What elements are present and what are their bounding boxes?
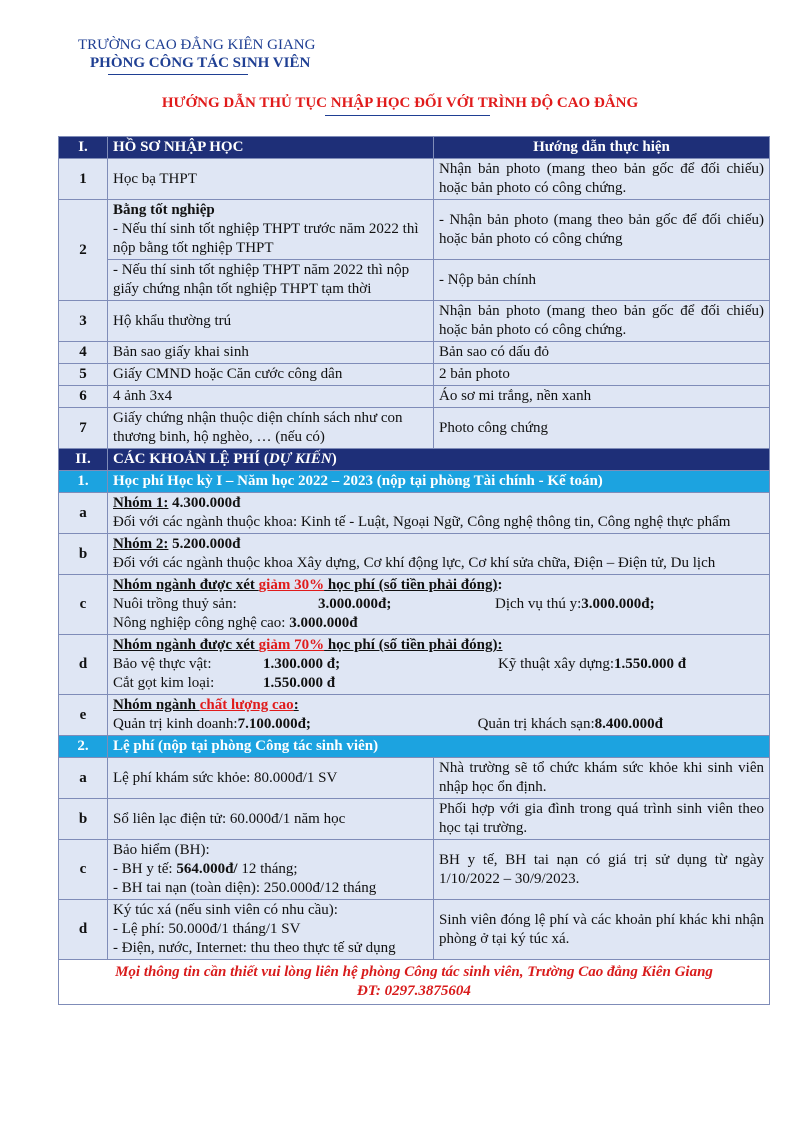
row-number: b — [59, 534, 108, 575]
subsection-label: Học phí Học kỳ I – Năm học 2022 – 2023 (nộp tại phòng Tài chính - Kế toán) — [108, 471, 770, 493]
table-row — [59, 900, 770, 960]
row-item: Lệ phí khám sức khỏe: 80.000đ/1 SV — [108, 758, 434, 799]
row-item: Giấy chứng nhận thuộc diện chính sách như con thương binh, hộ nghèo, … (nếu có) — [108, 408, 434, 449]
section-label: HỒ SƠ NHẬP HỌC — [108, 137, 434, 159]
section-header-fees — [59, 449, 770, 471]
subsection-label: Lệ phí (nộp tại phòng Công tác sinh viên) — [108, 736, 770, 758]
table-row — [59, 342, 770, 364]
row-item: Bản sao giấy khai sinh — [108, 342, 434, 364]
row-guide: Bản sao có dấu đỏ — [434, 342, 770, 364]
table-row — [59, 840, 770, 900]
subsection-number: 2. — [59, 736, 108, 758]
letterhead — [78, 36, 315, 72]
row-guide: Nhà trường sẽ tổ chức khám sức khỏe khi sinh viên nhập học ổn định. — [434, 758, 770, 799]
footer-contact-text — [59, 960, 770, 1005]
row-number: b — [59, 799, 108, 840]
row-guide: Photo công chứng — [434, 408, 770, 449]
row-item: Giấy CMND hoặc Căn cước công dân — [108, 364, 434, 386]
fee-detail: Nhóm ngành được xét giảm 30% học phí (số tiền phải đóng): Nuôi trồng thuỷ sản: 3.000.000đ; Dịch vụ thú y: 3.000.000đ; Nông nghiệp công nghệ cao: 3.000.000đ — [108, 575, 770, 635]
department-name: PHÒNG CÔNG TÁC SINH VIÊN — [90, 55, 311, 71]
table-row — [59, 758, 770, 799]
row-number: 3 — [59, 301, 108, 342]
admission-guide-table — [58, 136, 770, 1005]
row-guide: Áo sơ mi trắng, nền xanh — [434, 386, 770, 408]
row-number: e — [59, 695, 108, 736]
fee-detail: Nhóm 2: 5.200.000đ Đối với các ngành thuộc khoa Xây dựng, Cơ khí động lực, Cơ khí sửa chữa, Điện – Điện tử, Du lịch — [108, 534, 770, 575]
subsection-header-fees — [59, 736, 770, 758]
footer-line: Mọi thông tin cần thiết vui lòng liên hệ phòng Công tác sinh viên, Trường Cao đẳng Kiên Giang — [115, 964, 713, 980]
table-row — [59, 200, 770, 260]
row-number: 1 — [59, 159, 108, 200]
footer-phone: ĐT: 0297.3875604 — [357, 983, 471, 999]
subsection-header-tuition — [59, 471, 770, 493]
row-guide: - Nộp bản chính — [434, 260, 770, 301]
table-row — [59, 799, 770, 840]
row-item: Ký túc xá (nếu sinh viên có nhu cầu): - Lệ phí: 50.000đ/1 tháng/1 SV - Điện, nước, Internet: thu theo thực tế sử dụng — [108, 900, 434, 960]
row-number: d — [59, 635, 108, 695]
table-row — [59, 260, 770, 301]
section-guide-header: Hướng dẫn thực hiện — [434, 137, 770, 159]
fee-detail: Nhóm ngành chất lượng cao: Quản trị kinh doanh: 7.100.000đ; Quản trị khách sạn: 8.400.000đ — [108, 695, 770, 736]
section-number: I. — [59, 137, 108, 159]
table-row — [59, 364, 770, 386]
row-item-title: Bằng tốt nghiệp — [113, 202, 215, 218]
row-guide: Sinh viên đóng lệ phí và các khoản phí khác khi nhận phòng ở tại ký túc xá. — [434, 900, 770, 960]
row-item: Bảo hiểm (BH): - BH y tế: 564.000đ/ 12 tháng; - BH tai nạn (toàn diện): 250.000đ/12 tháng — [108, 840, 434, 900]
table-row — [59, 301, 770, 342]
row-number: 7 — [59, 408, 108, 449]
row-item: Hộ khẩu thường trú — [108, 301, 434, 342]
row-item-detail: - Nếu thí sinh tốt nghiệp THPT trước năm 2022 thì nộp bằng tốt nghiệp THPT — [113, 221, 419, 256]
row-guide: 2 bản photo — [434, 364, 770, 386]
row-number: a — [59, 493, 108, 534]
footer-contact — [59, 960, 770, 1005]
row-item: Học bạ THPT — [108, 159, 434, 200]
subsection-number: 1. — [59, 471, 108, 493]
title-underline — [325, 115, 490, 116]
row-item-detail: - Nếu thí sinh tốt nghiệp THPT năm 2022 thì nộp giấy chứng nhận tốt nghiệp THPT tạm thời — [108, 260, 434, 301]
table-row — [59, 159, 770, 200]
fee-row — [59, 575, 770, 635]
row-item: Sổ liên lạc điện tử: 60.000đ/1 năm học — [108, 799, 434, 840]
department-underline — [108, 74, 248, 75]
row-number: 5 — [59, 364, 108, 386]
row-item: 4 ảnh 3x4 — [108, 386, 434, 408]
row-number: 6 — [59, 386, 108, 408]
row-number: d — [59, 900, 108, 960]
row-guide: Nhận bản photo (mang theo bản gốc để đối chiếu) hoặc bản photo có công chứng. — [434, 159, 770, 200]
row-guide: BH y tế, BH tai nạn có giá trị sử dụng từ ngày 1/10/2022 – 30/9/2023. — [434, 840, 770, 900]
row-number: 4 — [59, 342, 108, 364]
fee-row — [59, 493, 770, 534]
row-guide: Nhận bản photo (mang theo bản gốc để đối chiếu) hoặc bản photo có công chứng. — [434, 301, 770, 342]
fee-detail: Nhóm 1: 4.300.000đ Đối với các ngành thuộc khoa: Kinh tế - Luật, Ngoại Ngữ, Công nghệ thông tin, Công nghệ thực phẩm — [108, 493, 770, 534]
row-number: 2 — [59, 200, 108, 301]
row-number: a — [59, 758, 108, 799]
row-guide: Phối hợp với gia đình trong quá trình sinh viên theo học tại trường. — [434, 799, 770, 840]
school-name: TRƯỜNG CAO ĐẲNG KIÊN GIANG — [78, 37, 316, 53]
fee-row — [59, 534, 770, 575]
row-number: c — [59, 575, 108, 635]
section-label: CÁC KHOẢN LỆ PHÍ (DỰ KIẾN) — [108, 449, 770, 471]
section-number: II. — [59, 449, 108, 471]
table-row — [59, 408, 770, 449]
row-number: c — [59, 840, 108, 900]
fee-row — [59, 695, 770, 736]
section-header-documents — [59, 137, 770, 159]
fee-detail: Nhóm ngành được xét giảm 70% học phí (số tiền phải đóng): Bảo vệ thực vật: 1.300.000 đ; Kỹ thuật xây dựng: 1.550.000 đ Cắt gọt kim loại: 1.550.000 đ — [108, 635, 770, 695]
row-item — [108, 200, 434, 260]
fee-row — [59, 635, 770, 695]
page-title: HƯỚNG DẪN THỦ TỤC NHẬP HỌC ĐỐI VỚI TRÌNH ĐỘ CAO ĐẲNG — [161, 95, 639, 111]
row-guide: - Nhận bản photo (mang theo bản gốc để đối chiếu) hoặc bản photo có công chứng — [434, 200, 770, 260]
table-row — [59, 386, 770, 408]
